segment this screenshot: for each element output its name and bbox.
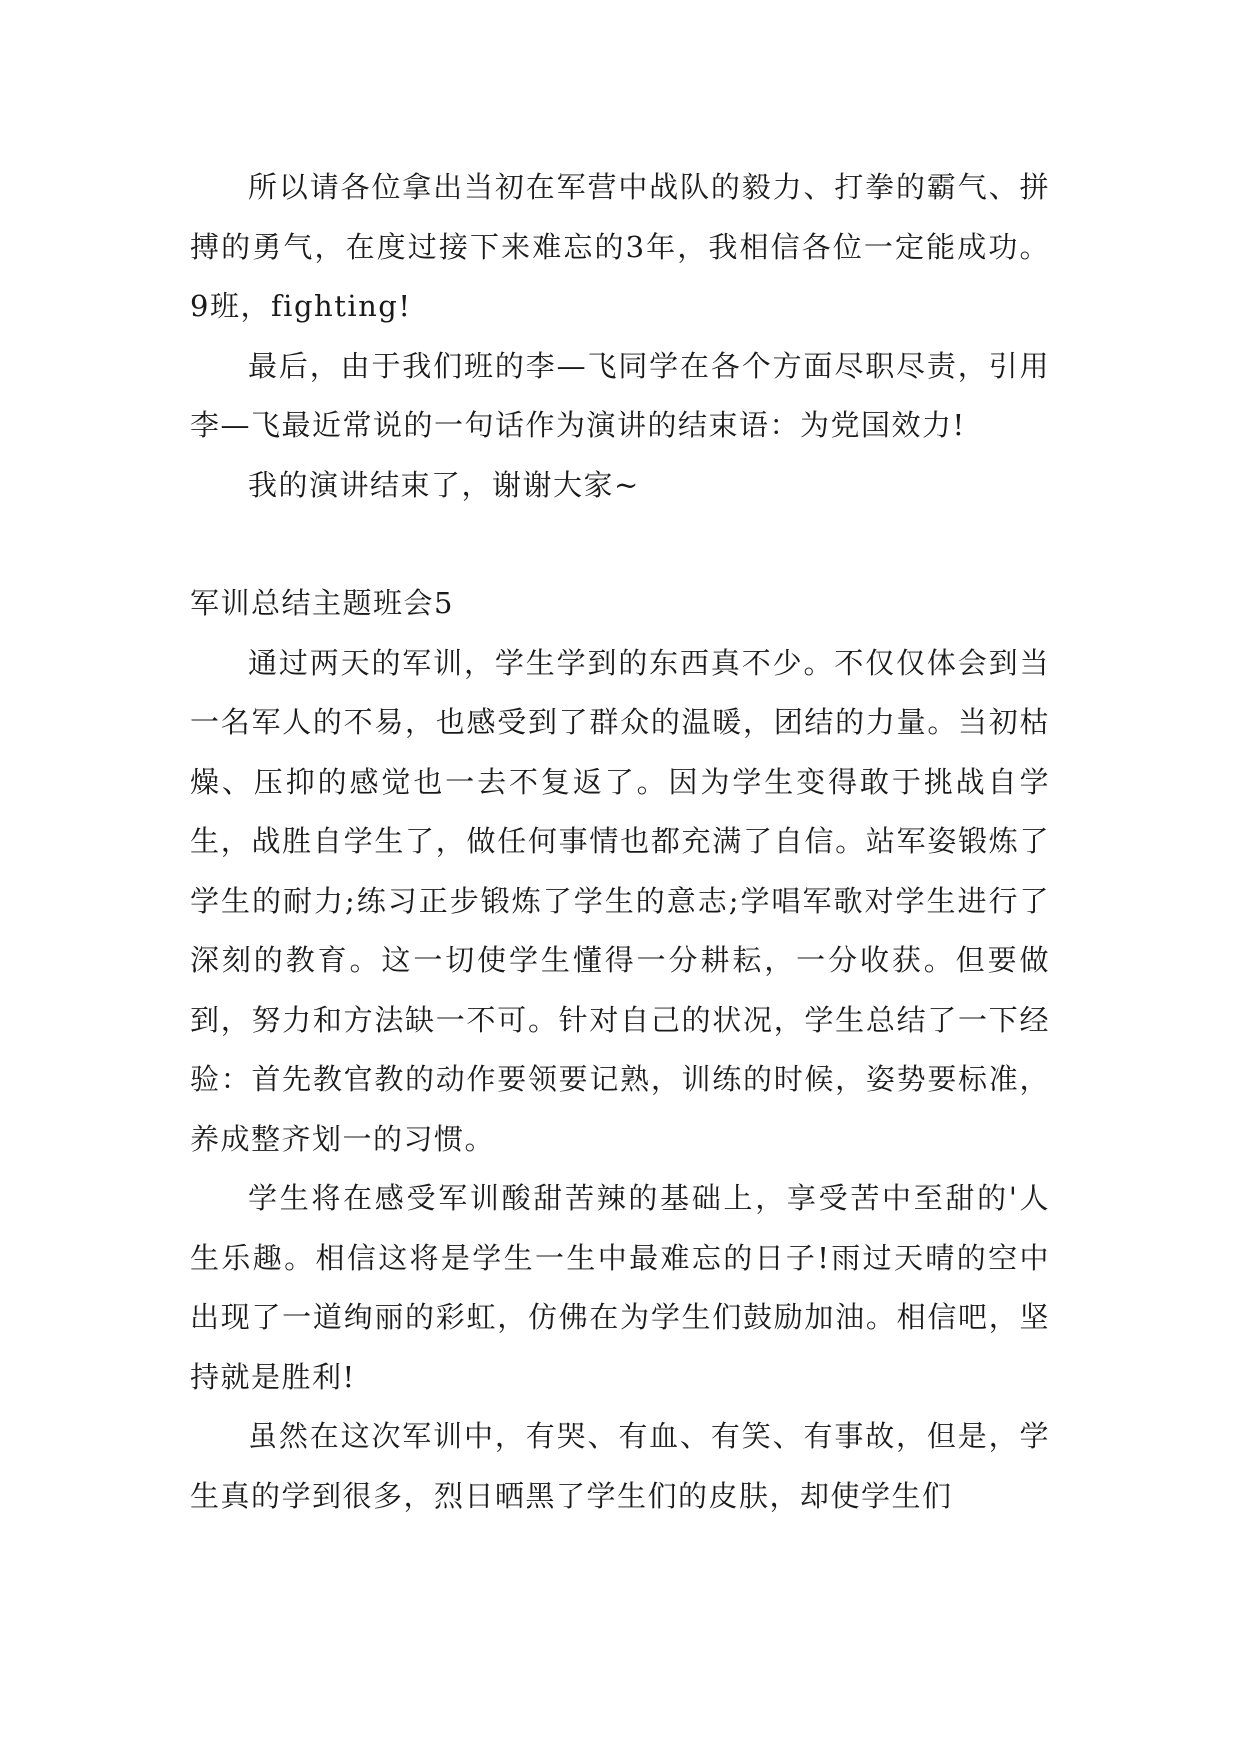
paragraph-speech-end: 我的演讲结束了，谢谢大家~: [248, 467, 640, 502]
paragraph-life-joy: 学生将在感受军训酸甜苦辣的基础上，享受苦中至甜的'人生乐趣。相信这将是学生一生中最难忘的日子!雨过天晴的空中出现了一道绚丽的彩虹，仿佛在为学生们鼓励加油。相信吧，坚持就是胜利!: [190, 1181, 1050, 1394]
paragraph-closing-encouragement: 所以请各位拿出当初在军营中战队的毅力、打拳的霸气、拼搏的勇气，在度过接下来难忘的3年，我相信各位一定能成功。9班，fighting!: [190, 170, 1050, 323]
paragraph-closing-quote: 最后，由于我们班的李—飞同学在各个方面尽职尽责，引用李—飞最近常说的一句话作为演讲的结束语：为党国效力!: [190, 348, 1050, 442]
document-body: [190, 158, 1050, 1526]
paragraph-training-gains: 通过两天的军训，学生学到的东西真不少。不仅仅体会到当一名军人的不易，也感受到了群众的温暖，团结的力量。当初枯燥、压抑的感觉也一去不复返了。因为学生变得敢于挑战自学生，战胜自学生了，做任何事情也都充满了自信。站军姿锻炼了学生的耐力;练习正步锻炼了学生的意志;学唱军歌对学生进行了深刻的教育。这一切使学生懂得一分耕耘，一分收获。但要做到，努力和方法缺一不可。针对自己的状况，学生总结了一下经验：首先教官教的动作要领要记熟，训练的时候，姿势要标准，养成整齐划一的习惯。: [190, 645, 1050, 1156]
paragraph-tears-and-laughter: 虽然在这次军训中，有哭、有血、有笑、有事故，但是，学生真的学到很多，烈日晒黑了学生们的皮肤，却使学生们: [190, 1419, 1050, 1513]
section-heading: 军训总结主题班会5: [190, 586, 454, 620]
